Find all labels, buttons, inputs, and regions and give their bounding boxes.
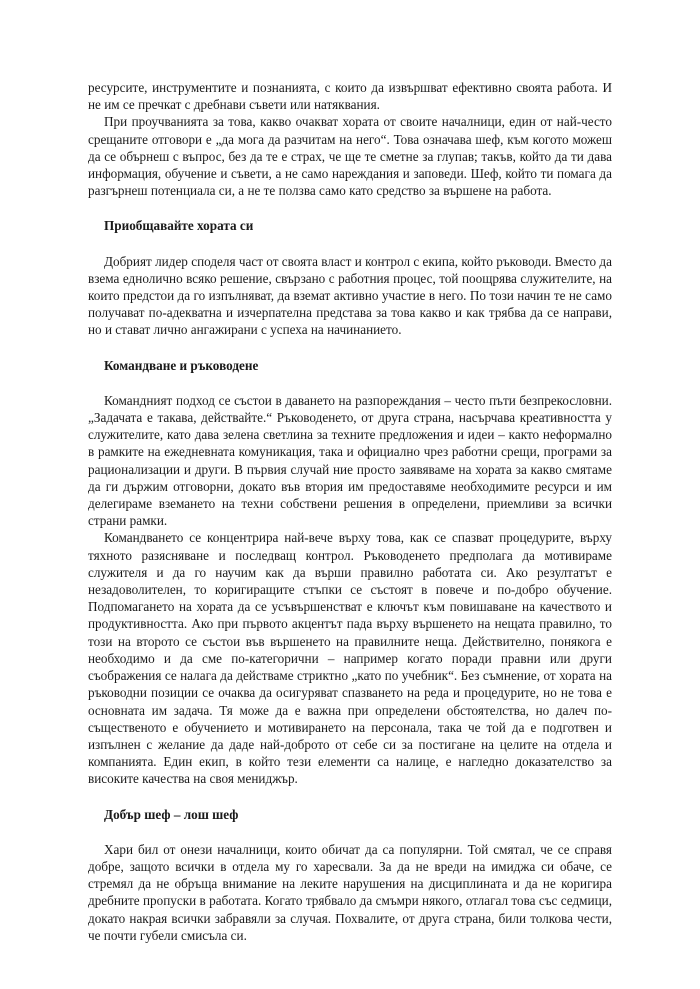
paragraph-intro-2: При проучванията за това, какво очакват хората от своите началници, един от най-често срещаните отговори е „да мога да разчитам на него“. Това означава шеф, към когото можеш да се обърнеш с въпрос, без да те е страх, че ще те сметне за глупав; такъв, който да ти дава информация, обучение и съвети, а не само нареждания и заповеди. Шеф, който ти помага да разгърнеш потенциала си, а не те ползва само като средство за вършене на работа.: [88, 114, 612, 199]
paragraph-good-boss: Хари бил от онези началници, които обичат да са популярни. Той смятал, че се справя добре, защото всички в отдела му го харесвали. За да не вреди на имиджа си обаче, се стремял да не обръща внимание на леките нарушения на дисциплината и да не коригира дребните пропуски в работата. Когато трябвало да смъмри някого, отлагал това със седмици, докато накрая всички забравяли за случая. Похвалите, от друга страна, били толкова чести, че почти губели смисъла си.: [88, 841, 612, 943]
paragraph-command-2: Командването се концентрира най-вече върху това, как се спазват процедурите, върху тяхното разясняване и последващ контрол. Ръководенето предполага да мотивираме служителя и да го научим как да върши правилно работата си. Ако резултатът е незадоволителен, то коригиращите стъпки се състоят в повече и по-добро обучение. Подпомагането на хората да се усъвършенстват е ключът към повишаване на качеството и продуктивността. Ако при първото акцентът пада върху вършенето на нещата правилно, то този на второто се състои във вършенето на правилните неща. Действително, понякога е необходимо и да сме по-категорични – например когато поради правни или други съображения се налага да действаме стриктно „като по учебник“. Без съмнение, от хората на ръководни позиции се очаква да осигуряват спазването на реда и процедурите, но не това е основната им задача. Тя може да е важна при определени обстоятелства, но далеч по-същественото е обучението и мотивирането на персонала, така че той да е подготвен и изпълнен с желание да даде най-доброто от себе си за постигане на целите на отдела и компанията. Един екип, в който тези елементи са налице, е нагледно доказателство за високите качества на своя мениджър.: [88, 530, 612, 787]
section-heading-command-and-lead: Командване и ръководене: [104, 357, 259, 373]
paragraph-engage-people: Добрият лидер споделя част от своята власт и контрол с екипа, който ръководи. Вместо да взема еднолично всяко решение, свързано с работния процес, той поощрява служителите, на които предстои да го изпълняват, да вземат активно участие в него. По този начин те не само получават по-адекватна и изчерпателна представа за това какво и как трябва да се направи, но и стават лично ангажирани с успеха на начинанието.: [88, 253, 612, 338]
section-heading-good-boss-bad-boss: Добър шеф – лош шеф: [104, 806, 239, 822]
paragraph-command-1: Командният подход се състои в даването на разпореждания – често пъти безпрекословни. „Задачата е такава, действайте.“ Ръководенето, от друга страна, насърчава креативността у служителите, като дава зелена светлина за техните предложения и идеи – както неформално в рамките на ежедневната комуникация, така и официално чрез работни срещи, програми за рационализации и други. В първия случай ние просто заявяваме на хората за какво смятаме да ги държим отговорни, докато във втория им предоставяме необходимите ресурси и им делегираме вземането на техни собствени решения в определени, приемливи за всички страни рамки.: [88, 392, 612, 529]
paragraph-intro-1: ресурсите, инструментите и познанията, с които да извършват ефективно своята работа. И не им се пречкат с дребнави съвети или натяквания.: [88, 80, 612, 113]
section-heading-engage-people: Приобщавайте хората си: [104, 218, 254, 234]
